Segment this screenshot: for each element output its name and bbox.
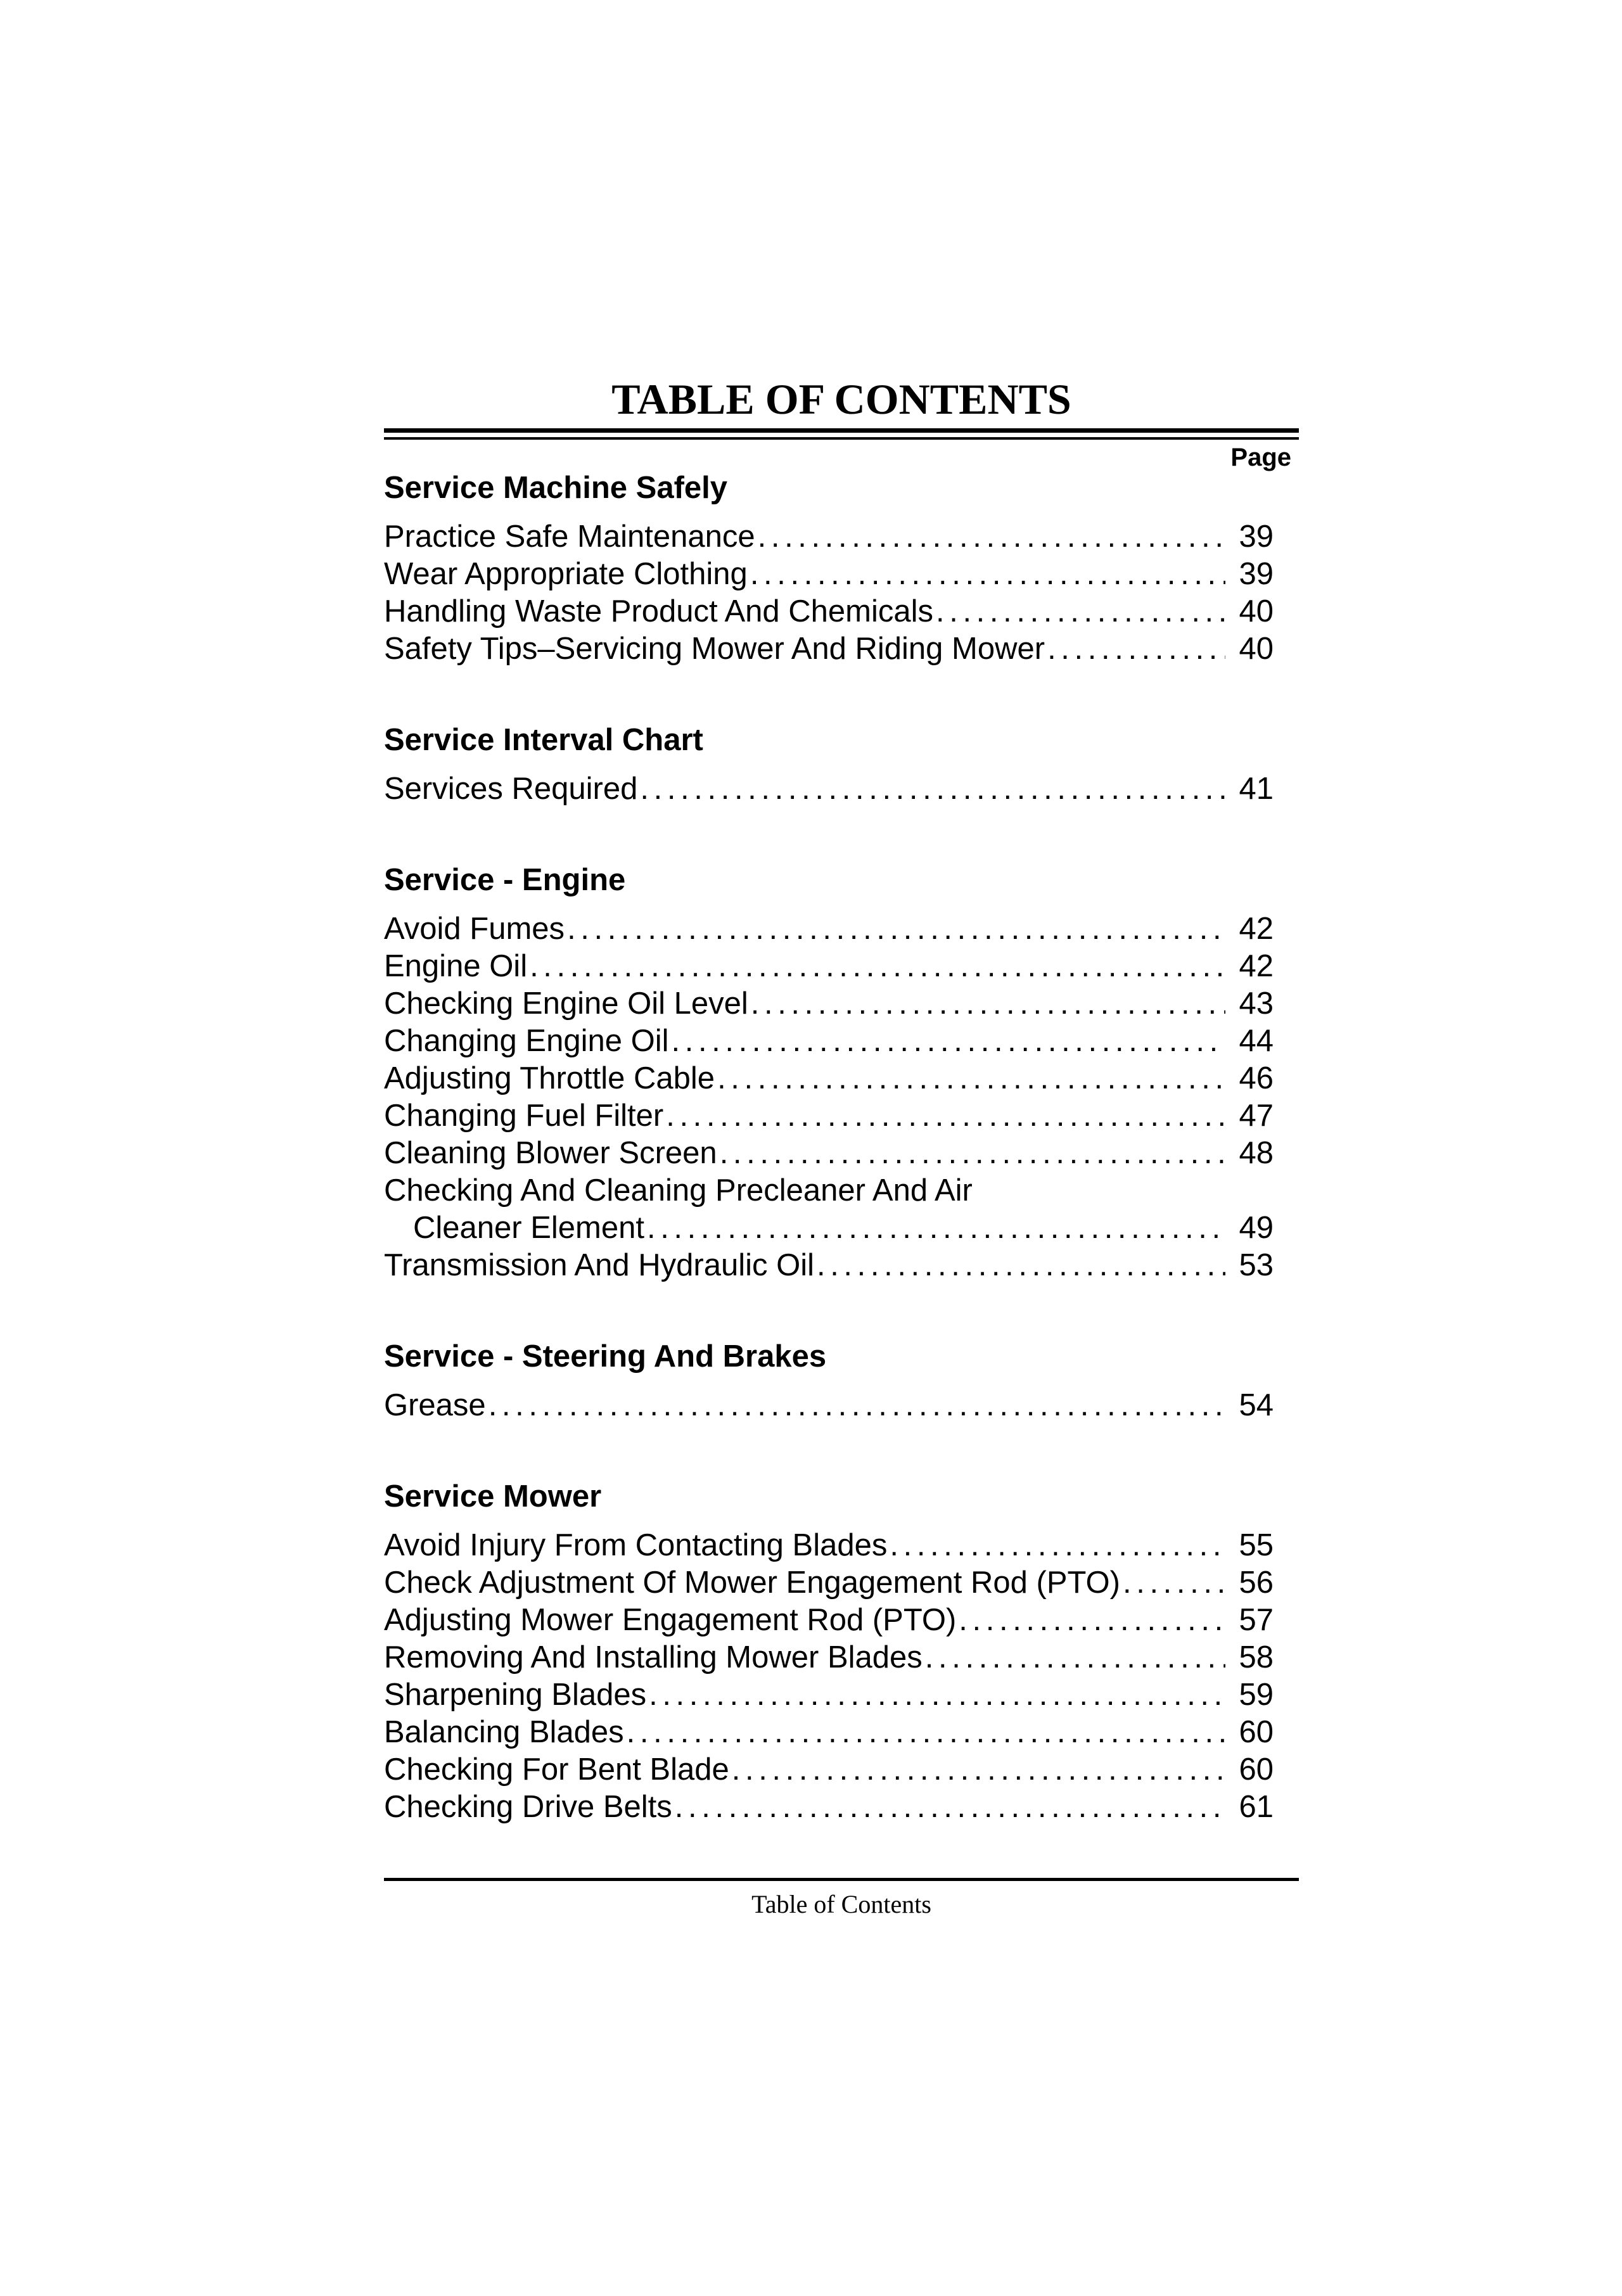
entry-label: Sharpening Blades bbox=[384, 1678, 647, 1712]
entry-label: Practice Safe Maintenance bbox=[384, 520, 755, 554]
entry-page-number: 39 bbox=[1239, 520, 1274, 554]
footer-rule bbox=[384, 1878, 1299, 1881]
entry-label: Cleaning Blower Screen bbox=[384, 1136, 717, 1170]
entry-page-number: 53 bbox=[1239, 1248, 1274, 1282]
toc-entry[interactable] bbox=[384, 948, 1274, 985]
toc-entry[interactable] bbox=[384, 1564, 1274, 1602]
dot-leader bbox=[489, 1387, 1225, 1424]
page-footer: Table of Contents bbox=[751, 1890, 931, 1918]
entry-page-number: 43 bbox=[1239, 986, 1274, 1021]
entry-list bbox=[384, 910, 1274, 1284]
dot-leader bbox=[647, 1209, 1225, 1247]
dot-leader bbox=[1123, 1564, 1225, 1602]
toc-entry[interactable] bbox=[384, 518, 1274, 556]
entry-page-number: 60 bbox=[1239, 1752, 1274, 1787]
entry-label: Safety Tips–Servicing Mower And Riding Mower bbox=[384, 632, 1045, 666]
entry-page-number: 40 bbox=[1239, 632, 1274, 666]
dot-leader bbox=[732, 1751, 1225, 1789]
dot-leader bbox=[1047, 630, 1225, 668]
section-heading: Service Mower bbox=[384, 1479, 602, 1514]
toc-entry[interactable] bbox=[384, 1714, 1274, 1751]
dot-leader bbox=[671, 1023, 1225, 1060]
entry-label: Wear Appropriate Clothing bbox=[384, 557, 748, 591]
toc-entry[interactable] bbox=[384, 1602, 1274, 1639]
section-heading: Service Interval Chart bbox=[384, 723, 703, 757]
entry-page-number: 60 bbox=[1239, 1715, 1274, 1749]
section-heading: Service - Engine bbox=[384, 863, 626, 897]
entry-page-number: 57 bbox=[1239, 1603, 1274, 1637]
entry-label: Check Adjustment Of Mower Engagement Rod (PTO) bbox=[384, 1566, 1120, 1600]
toc-entry[interactable] bbox=[384, 1789, 1274, 1826]
toc-entry[interactable] bbox=[384, 1097, 1274, 1135]
toc-entry[interactable] bbox=[384, 1060, 1274, 1097]
entry-label: Engine Oil bbox=[384, 949, 528, 983]
toc-entry[interactable] bbox=[384, 985, 1274, 1023]
toc-section bbox=[384, 1477, 1274, 1826]
entry-page-number: 47 bbox=[1239, 1099, 1274, 1133]
dot-leader bbox=[720, 1135, 1225, 1172]
dot-leader bbox=[627, 1714, 1225, 1751]
toc-entry[interactable] bbox=[384, 1387, 1274, 1424]
toc-section bbox=[384, 861, 1274, 1284]
toc-entry[interactable] bbox=[384, 1135, 1274, 1172]
dot-leader bbox=[758, 518, 1225, 556]
dot-leader bbox=[890, 1527, 1225, 1564]
entry-page-number: 56 bbox=[1239, 1566, 1274, 1600]
entry-label: Checking Engine Oil Level bbox=[384, 986, 748, 1021]
table-of-contents bbox=[384, 469, 1274, 1826]
page-column-label: Page bbox=[1230, 443, 1291, 471]
entry-label: Grease bbox=[384, 1388, 486, 1422]
dot-leader bbox=[675, 1789, 1225, 1826]
entry-label: Balancing Blades bbox=[384, 1715, 624, 1749]
entry-page-number: 42 bbox=[1239, 912, 1274, 946]
entry-label: Adjusting Throttle Cable bbox=[384, 1061, 715, 1095]
section-heading: Service - Steering And Brakes bbox=[384, 1339, 827, 1374]
entry-list bbox=[384, 518, 1274, 668]
toc-entry[interactable] bbox=[384, 1247, 1274, 1284]
toc-entry[interactable] bbox=[384, 1023, 1274, 1060]
entry-list bbox=[384, 1387, 1274, 1424]
dot-leader bbox=[750, 556, 1225, 593]
toc-entry[interactable] bbox=[384, 770, 1274, 808]
dot-leader bbox=[640, 770, 1225, 808]
dot-leader bbox=[959, 1602, 1225, 1639]
dot-leader bbox=[817, 1247, 1225, 1284]
toc-entry[interactable] bbox=[384, 1172, 1274, 1209]
dot-leader bbox=[567, 910, 1225, 948]
toc-entry[interactable] bbox=[384, 593, 1274, 630]
entry-page-number: 46 bbox=[1239, 1061, 1274, 1095]
page-title: TABLE OF CONTENTS bbox=[611, 375, 1071, 423]
entry-label: Changing Engine Oil bbox=[384, 1024, 669, 1058]
entry-page-number: 39 bbox=[1239, 557, 1274, 591]
toc-entry[interactable] bbox=[384, 556, 1274, 593]
entry-label: Changing Fuel Filter bbox=[384, 1099, 664, 1133]
entry-list bbox=[384, 1527, 1274, 1826]
toc-section bbox=[384, 1337, 1274, 1424]
entry-page-number: 40 bbox=[1239, 594, 1274, 628]
entry-label: Removing And Installing Mower Blades bbox=[384, 1640, 923, 1674]
entry-label: Services Required bbox=[384, 772, 638, 806]
entry-page-number: 55 bbox=[1239, 1528, 1274, 1562]
dot-leader bbox=[666, 1097, 1225, 1135]
entry-page-number: 59 bbox=[1239, 1678, 1274, 1712]
toc-entry[interactable] bbox=[384, 1527, 1274, 1564]
dot-leader bbox=[751, 985, 1225, 1023]
dot-leader bbox=[936, 593, 1225, 630]
dot-leader bbox=[925, 1639, 1225, 1676]
entry-page-number: 61 bbox=[1239, 1790, 1274, 1824]
title-rule-thin bbox=[384, 437, 1299, 440]
entry-label: Handling Waste Product And Chemicals bbox=[384, 594, 933, 628]
entry-page-number: 41 bbox=[1239, 772, 1274, 806]
toc-section bbox=[384, 721, 1274, 808]
entry-page-number: 44 bbox=[1239, 1024, 1274, 1058]
toc-entry[interactable] bbox=[384, 1751, 1274, 1789]
entry-list bbox=[384, 770, 1274, 808]
toc-entry[interactable] bbox=[384, 1676, 1274, 1714]
toc-entry[interactable] bbox=[384, 630, 1274, 668]
entry-page-number: 49 bbox=[1239, 1211, 1274, 1245]
entry-page-number: 54 bbox=[1239, 1388, 1274, 1422]
entry-page-number: 42 bbox=[1239, 949, 1274, 983]
dot-leader bbox=[530, 948, 1225, 985]
dot-leader bbox=[649, 1676, 1225, 1714]
entry-page-number: 58 bbox=[1239, 1640, 1274, 1674]
toc-section bbox=[384, 469, 1274, 668]
section-heading: Service Machine Safely bbox=[384, 471, 728, 505]
toc-entry[interactable] bbox=[384, 1639, 1274, 1676]
entry-page-number: 48 bbox=[1239, 1136, 1274, 1170]
entry-label: Avoid Fumes bbox=[384, 912, 565, 946]
entry-label: Checking And Cleaning Precleaner And Air bbox=[384, 1173, 973, 1208]
entry-label: Checking Drive Belts bbox=[384, 1790, 672, 1824]
toc-entry-continuation[interactable] bbox=[384, 1209, 1274, 1247]
entry-label: Checking For Bent Blade bbox=[384, 1752, 729, 1787]
title-rule-thick bbox=[384, 428, 1299, 433]
entry-label: Cleaner Element bbox=[413, 1211, 644, 1245]
toc-entry[interactable] bbox=[384, 910, 1274, 948]
dot-leader bbox=[717, 1060, 1225, 1097]
entry-label: Adjusting Mower Engagement Rod (PTO) bbox=[384, 1603, 957, 1637]
entry-label: Avoid Injury From Contacting Blades bbox=[384, 1528, 888, 1562]
entry-label: Transmission And Hydraulic Oil bbox=[384, 1248, 814, 1282]
